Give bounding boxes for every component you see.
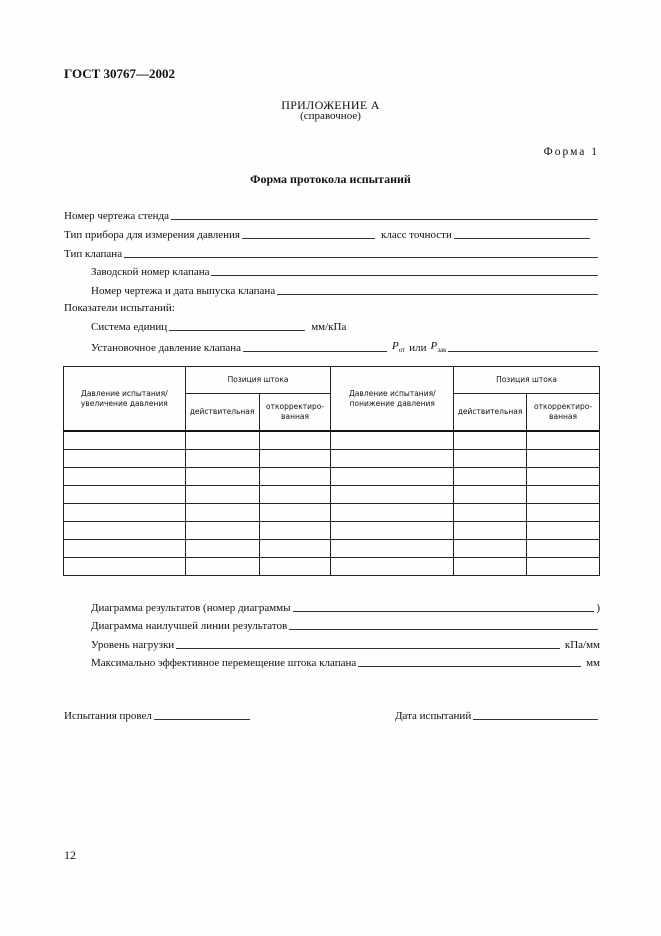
label-test-indicators: Показатели испытаний: (64, 302, 175, 314)
table-cell[interactable] (259, 486, 331, 504)
table-row (64, 468, 600, 486)
blank-factory-number[interactable] (211, 265, 598, 276)
table-cell[interactable] (527, 504, 600, 522)
table-cell[interactable] (331, 431, 454, 450)
table-cell[interactable] (185, 468, 259, 486)
table-cell[interactable] (454, 450, 527, 468)
label-max-displacement: Максимально эффективное перемещение штока клапана (91, 657, 357, 669)
page-number: 12 (64, 848, 76, 862)
table-cell[interactable] (331, 540, 454, 558)
header-actual-1: действительная (185, 394, 259, 432)
table-cell[interactable] (185, 486, 259, 504)
table-cell[interactable] (331, 522, 454, 540)
test-protocol-table (63, 366, 600, 576)
table-row (64, 522, 600, 540)
table-cell[interactable] (331, 504, 454, 522)
label-unit-system: Система единиц (91, 321, 168, 333)
test-indicators-heading (64, 302, 175, 314)
label-diagram: Диаграмма результатов (номер диаграммы (91, 602, 291, 614)
table-cell[interactable] (185, 450, 259, 468)
table-row (64, 431, 600, 450)
table-cell[interactable] (185, 540, 259, 558)
field-best-line (91, 619, 600, 632)
table-cell[interactable] (64, 431, 186, 450)
table-cell[interactable] (527, 486, 600, 504)
blank-test-date[interactable] (473, 709, 598, 720)
header-pressure-decrease: Давление испытания/ понижение давления (331, 367, 454, 432)
blank-drawing-number[interactable] (171, 209, 598, 220)
table-cell[interactable] (527, 431, 600, 450)
field-load-level (91, 638, 600, 651)
table-row (64, 504, 600, 522)
table-cell[interactable] (259, 468, 331, 486)
table-cell[interactable] (259, 504, 331, 522)
appendix-title: ПРИЛОЖЕНИЕ А (281, 98, 380, 112)
label-load-level: Уровень нагрузки (91, 639, 175, 651)
field-valve-type (64, 247, 600, 260)
blank-best-line[interactable] (289, 619, 598, 630)
label-drawing-date: Номер чертежа и дата выпуска клапана (91, 285, 276, 297)
blank-set-pressure-2[interactable] (448, 341, 598, 352)
field-set-pressure (91, 340, 600, 354)
standard-number: ГОСТ 30767—2002 (64, 66, 176, 81)
field-drawing-number (64, 209, 600, 222)
table-cell[interactable] (64, 486, 186, 504)
table-cell[interactable] (64, 504, 186, 522)
label-factory-number: Заводской номер клапана (91, 266, 210, 278)
table-cell[interactable] (331, 468, 454, 486)
blank-max-displacement[interactable] (358, 656, 581, 667)
label-drawing-number: Номер чертежа стенда (64, 210, 169, 222)
header-stem-position-2: Позиция штока (454, 367, 600, 394)
table-row (64, 558, 600, 576)
blank-unit-system[interactable] (169, 320, 305, 331)
table-row (64, 486, 600, 504)
field-test-date (395, 709, 600, 722)
header-actual-2: действительная (454, 394, 527, 432)
label-instrument-type: Тип прибора для измерения давления (64, 229, 240, 241)
blank-load-level[interactable] (176, 638, 560, 649)
table-cell[interactable] (331, 486, 454, 504)
appendix-subtitle: (справочное) (300, 110, 361, 122)
table-cell[interactable] (454, 540, 527, 558)
table-cell[interactable] (185, 558, 259, 576)
mm-unit: мм (586, 657, 600, 669)
table-cell[interactable] (527, 558, 600, 576)
blank-instrument-type[interactable] (242, 228, 375, 239)
form-label: Форма 1 (543, 146, 599, 158)
table-cell[interactable] (185, 522, 259, 540)
label-accuracy-class: класс точности (380, 229, 452, 241)
table-cell[interactable] (331, 450, 454, 468)
field-unit-system (91, 320, 346, 333)
table-cell[interactable] (454, 558, 527, 576)
table-cell[interactable] (64, 450, 186, 468)
table-cell[interactable] (64, 558, 186, 576)
table-cell[interactable] (331, 558, 454, 576)
p-zak-symbol: $P_{зак}$ (430, 340, 447, 355)
header-pressure-increase: Давление испытания/ увеличение давления (64, 367, 186, 432)
field-factory-number (91, 265, 600, 278)
field-drawing-date (91, 284, 600, 297)
blank-drawing-date[interactable] (277, 284, 598, 295)
label-set-pressure: Установочное давление клапана (91, 342, 241, 355)
table-cell[interactable] (185, 504, 259, 522)
field-instrument-type (64, 228, 592, 241)
blank-valve-type[interactable] (124, 247, 598, 258)
table-cell[interactable] (527, 522, 600, 540)
table-cell[interactable] (454, 504, 527, 522)
table-cell[interactable] (259, 540, 331, 558)
table-row (64, 540, 600, 558)
field-max-displacement (91, 656, 600, 669)
label-test-date: Дата испытаний (395, 710, 472, 722)
diagram-close-paren: ) (596, 602, 600, 614)
table-cell[interactable] (454, 486, 527, 504)
blank-accuracy-class[interactable] (454, 228, 590, 239)
label-valve-type: Тип клапана (64, 248, 123, 260)
form-title: Форма протокола испытаний (250, 172, 411, 186)
label-best-line: Диаграмма наилучшей линии результатов (91, 620, 288, 632)
table-cell[interactable] (259, 431, 331, 450)
table-cell[interactable] (454, 468, 527, 486)
table-row (64, 450, 600, 468)
header-corrected-2: откорректиро-ванная (527, 394, 600, 432)
load-unit: кПа/мм (564, 639, 600, 651)
table-cell[interactable] (64, 522, 186, 540)
table-cell[interactable] (185, 431, 259, 450)
table-cell[interactable] (454, 522, 527, 540)
table-cell[interactable] (527, 540, 600, 558)
table-cell[interactable] (64, 540, 186, 558)
label-conducted-by: Испытания провел (64, 710, 152, 722)
p-ot-symbol: $P_{от}$ (392, 340, 406, 355)
blank-conducted-by[interactable] (154, 709, 250, 720)
table-cell[interactable] (259, 450, 331, 468)
unit-system-value: мм/кПа (311, 321, 347, 333)
table-cell[interactable] (64, 468, 186, 486)
table-cell[interactable] (259, 522, 331, 540)
table-cell[interactable] (527, 450, 600, 468)
table-cell[interactable] (527, 468, 600, 486)
table-cell[interactable] (259, 558, 331, 576)
field-diagram (91, 601, 600, 614)
header-stem-position-1: Позиция штока (185, 367, 331, 394)
label-or: или (409, 342, 427, 355)
field-conducted-by (64, 709, 252, 722)
blank-set-pressure[interactable] (243, 341, 387, 352)
blank-diagram[interactable] (293, 601, 595, 612)
table-body (64, 431, 600, 576)
table-cell[interactable] (454, 431, 527, 450)
header-corrected-1: откорректиро-ванная (259, 394, 331, 432)
